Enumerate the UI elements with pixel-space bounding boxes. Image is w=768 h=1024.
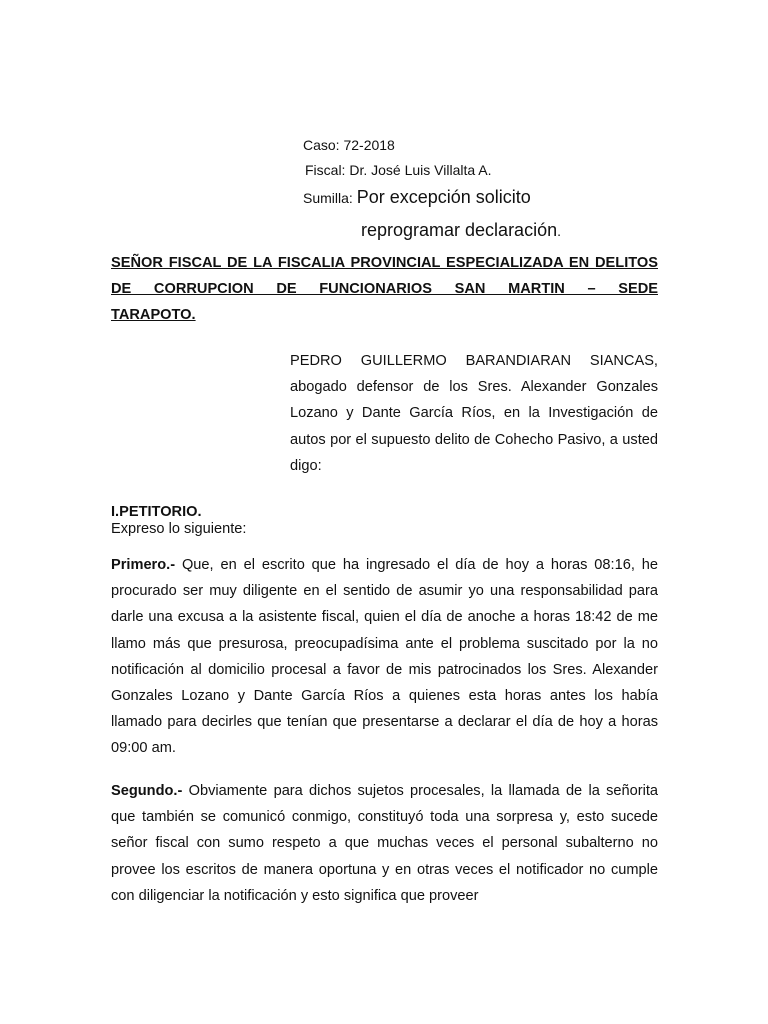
sumilla-end: .	[557, 223, 561, 239]
petitorio-title: I.PETITORIO.	[111, 504, 202, 520]
sumilla-line-2	[361, 221, 561, 240]
paragraph-primero	[111, 552, 658, 762]
addressee-line-1: SEÑOR FISCAL DE LA FISCALIA PROVINCIAL ESPECIALIZADA EN DELITOS DE CORRUPCION DE FUNCIONARIOS SAN MARTIN – SEDE	[111, 255, 658, 297]
petitorio-subtitle: Expreso lo siguiente:	[111, 521, 247, 537]
paragraph-segundo	[111, 778, 658, 909]
sumilla-line-1	[303, 188, 531, 207]
sumilla-text-2: reprogramar declaración	[361, 220, 558, 240]
addressee-heading	[111, 250, 658, 328]
case-number: Caso: 72-2018	[303, 137, 395, 153]
sumilla-text-1: Por excepción solicito	[356, 187, 531, 207]
paragraph-label: Segundo.-	[111, 783, 183, 799]
sumilla-label: Sumilla:	[303, 190, 353, 206]
paragraph-text: Obviamente para dichos sujetos procesales, la llamada de la señorita que también se comunicó conmigo, constituyó toda una sorpresa y, esto sucede señor fiscal con sumo respeto a que muchas veces el personal subalterno no provee los escritos de manera oportuna y en otras veces el notificador no cumple con diligenciar la notificación y esto significa que proveer	[111, 783, 658, 904]
intro-paragraph: PEDRO GUILLERMO BARANDIARAN SIANCAS, abogado defensor de los Sres. Alexander Gonzales Lozano y Dante García Ríos, en la Investigación de autos por el supuesto delito de Cohecho Pasivo, a usted digo:	[290, 353, 658, 474]
fiscal-name: Fiscal: Dr. José Luis Villalta A.	[305, 162, 492, 178]
addressee-line-2: TARAPOTO.	[111, 307, 196, 323]
paragraph-label: Primero.-	[111, 557, 176, 573]
paragraph-text: Que, en el escrito que ha ingresado el día de hoy a horas 08:16, he procurado ser muy diligente en el sentido de asumir yo una responsabilidad para darle una excusa a la asistente fiscal, quien el día de anoche a horas 18:42 de me llamo más que presurosa, preocupadísima ante el problema suscitado por la no notificación al domicilio procesal a favor de mis patrocinados los Sres. Alexander Gonzales Lozano y Dante García Ríos a quienes esta horas antes los había llamado para decirles que tenían que presentarse a declarar el día de hoy a horas 09:00 am.	[111, 557, 658, 757]
